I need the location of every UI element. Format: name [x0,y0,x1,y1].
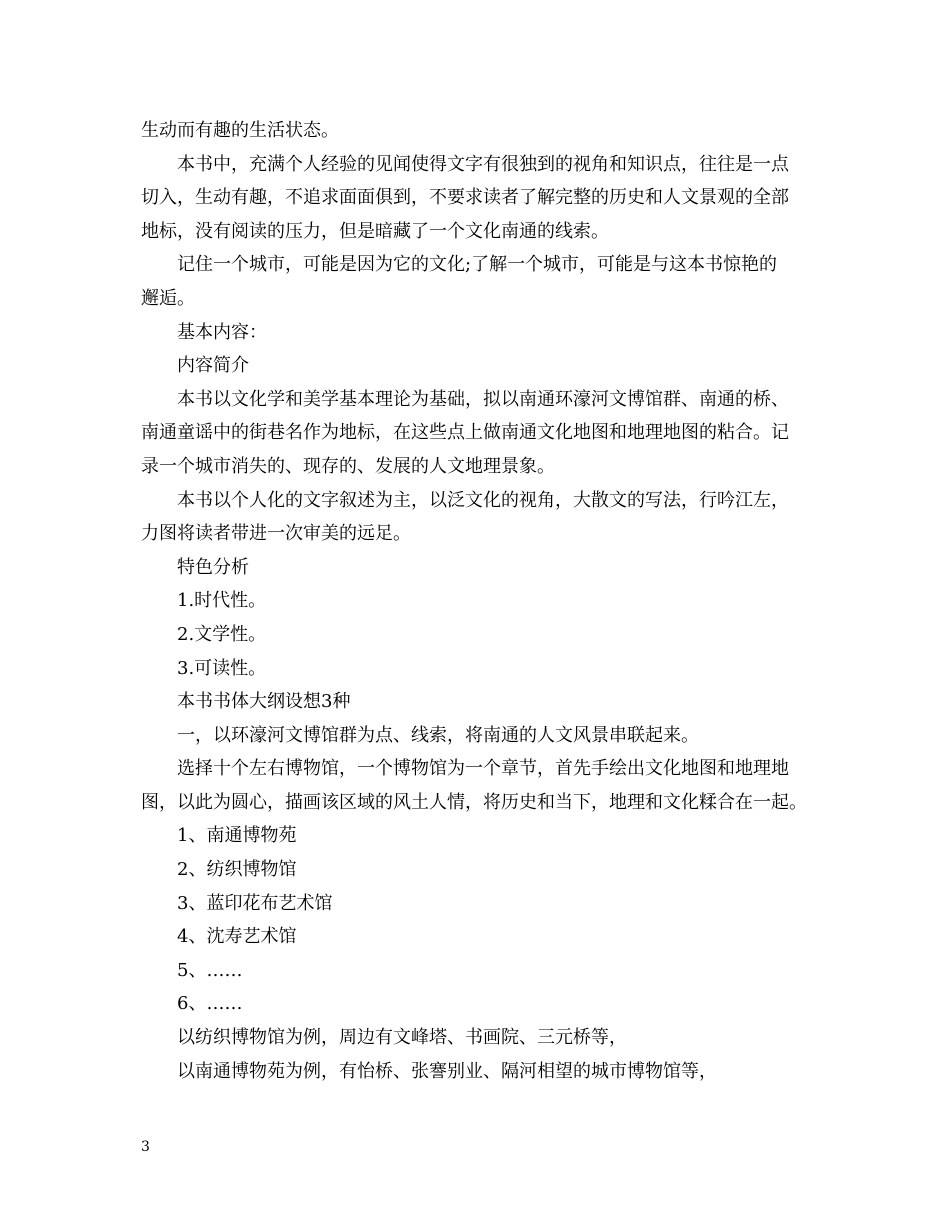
page-body [141,114,821,1088]
text-line: 切入，生动有趣，不追求面面俱到，不要求读者了解完整的历史和人文景观的全部 [141,187,789,209]
list-item: 2、纺织博物馆 [177,859,297,881]
paragraph-start-line: 本书中，充满个人经验的见闻使得文字有很独到的视角和知识点，往往是一点 [177,153,789,175]
paragraph-start-line: 本书以个人化的文字叙述为主，以泛文化的视角，大散文的写法，行吟江左， [177,489,789,511]
list-item: 1、南通博物苑 [177,825,297,847]
list-item: 4、沈寿艺术馆 [177,926,297,948]
paragraph-start-line: 以纺织博物馆为例，周边有文峰塔、书画院、三元桥等， [177,1027,627,1049]
text-line: 力图将读者带进一次审美的远足。 [141,523,411,545]
list-item: 1.时代性。 [177,590,267,612]
page-number: 3 [141,1139,150,1155]
list-item: 5、…… [177,959,243,981]
text-line: 图，以此为圆心，描画该区域的风土人情，将历史和当下，地理和文化糅合在一起。 [141,791,807,813]
paragraph-start-line: 一，以环濠河文博馆群为点、线索，将南通的人文风景串联起来。 [177,724,699,746]
text-line: 南通童谣中的街巷名作为地标，在这些点上做南通文化地图和地理地图的粘合。记 [141,422,789,444]
section-heading: 特色分析 [177,556,249,578]
section-heading: 本书书体大纲设想3种 [177,691,351,713]
list-item: 2.文学性。 [177,623,267,645]
list-item: 6、…… [177,993,243,1015]
section-heading: 内容简介 [177,355,249,377]
paragraph-start-line: 选择十个左右博物馆，一个博物馆为一个章节，首先手绘出文化地图和地理地 [177,758,789,780]
list-item: 3、蓝印花布艺术馆 [177,892,333,914]
list-item: 3.可读性。 [177,657,267,679]
paragraph-start-line: 记住一个城市，可能是因为它的文化;了解一个城市，可能是与这本书惊艳的 [177,254,778,276]
text-line: 录一个城市消失的、现存的、发展的人文地理景象。 [141,455,555,477]
paragraph-start-line: 本书以文化学和美学基本理论为基础，拟以南通环濠河文博馆群、南通的桥、 [177,388,789,410]
text-line: 邂逅。 [141,287,195,309]
text-line: 地标，没有阅读的压力，但是暗藏了一个文化南通的线索。 [141,220,609,242]
text-line: 生动而有趣的生活状态。 [141,120,339,141]
section-heading: 基本内容： [177,321,267,343]
paragraph-start-line: 以南通博物苑为例，有怡桥、张謇别业、隔河相望的城市博物馆等， [177,1060,717,1082]
